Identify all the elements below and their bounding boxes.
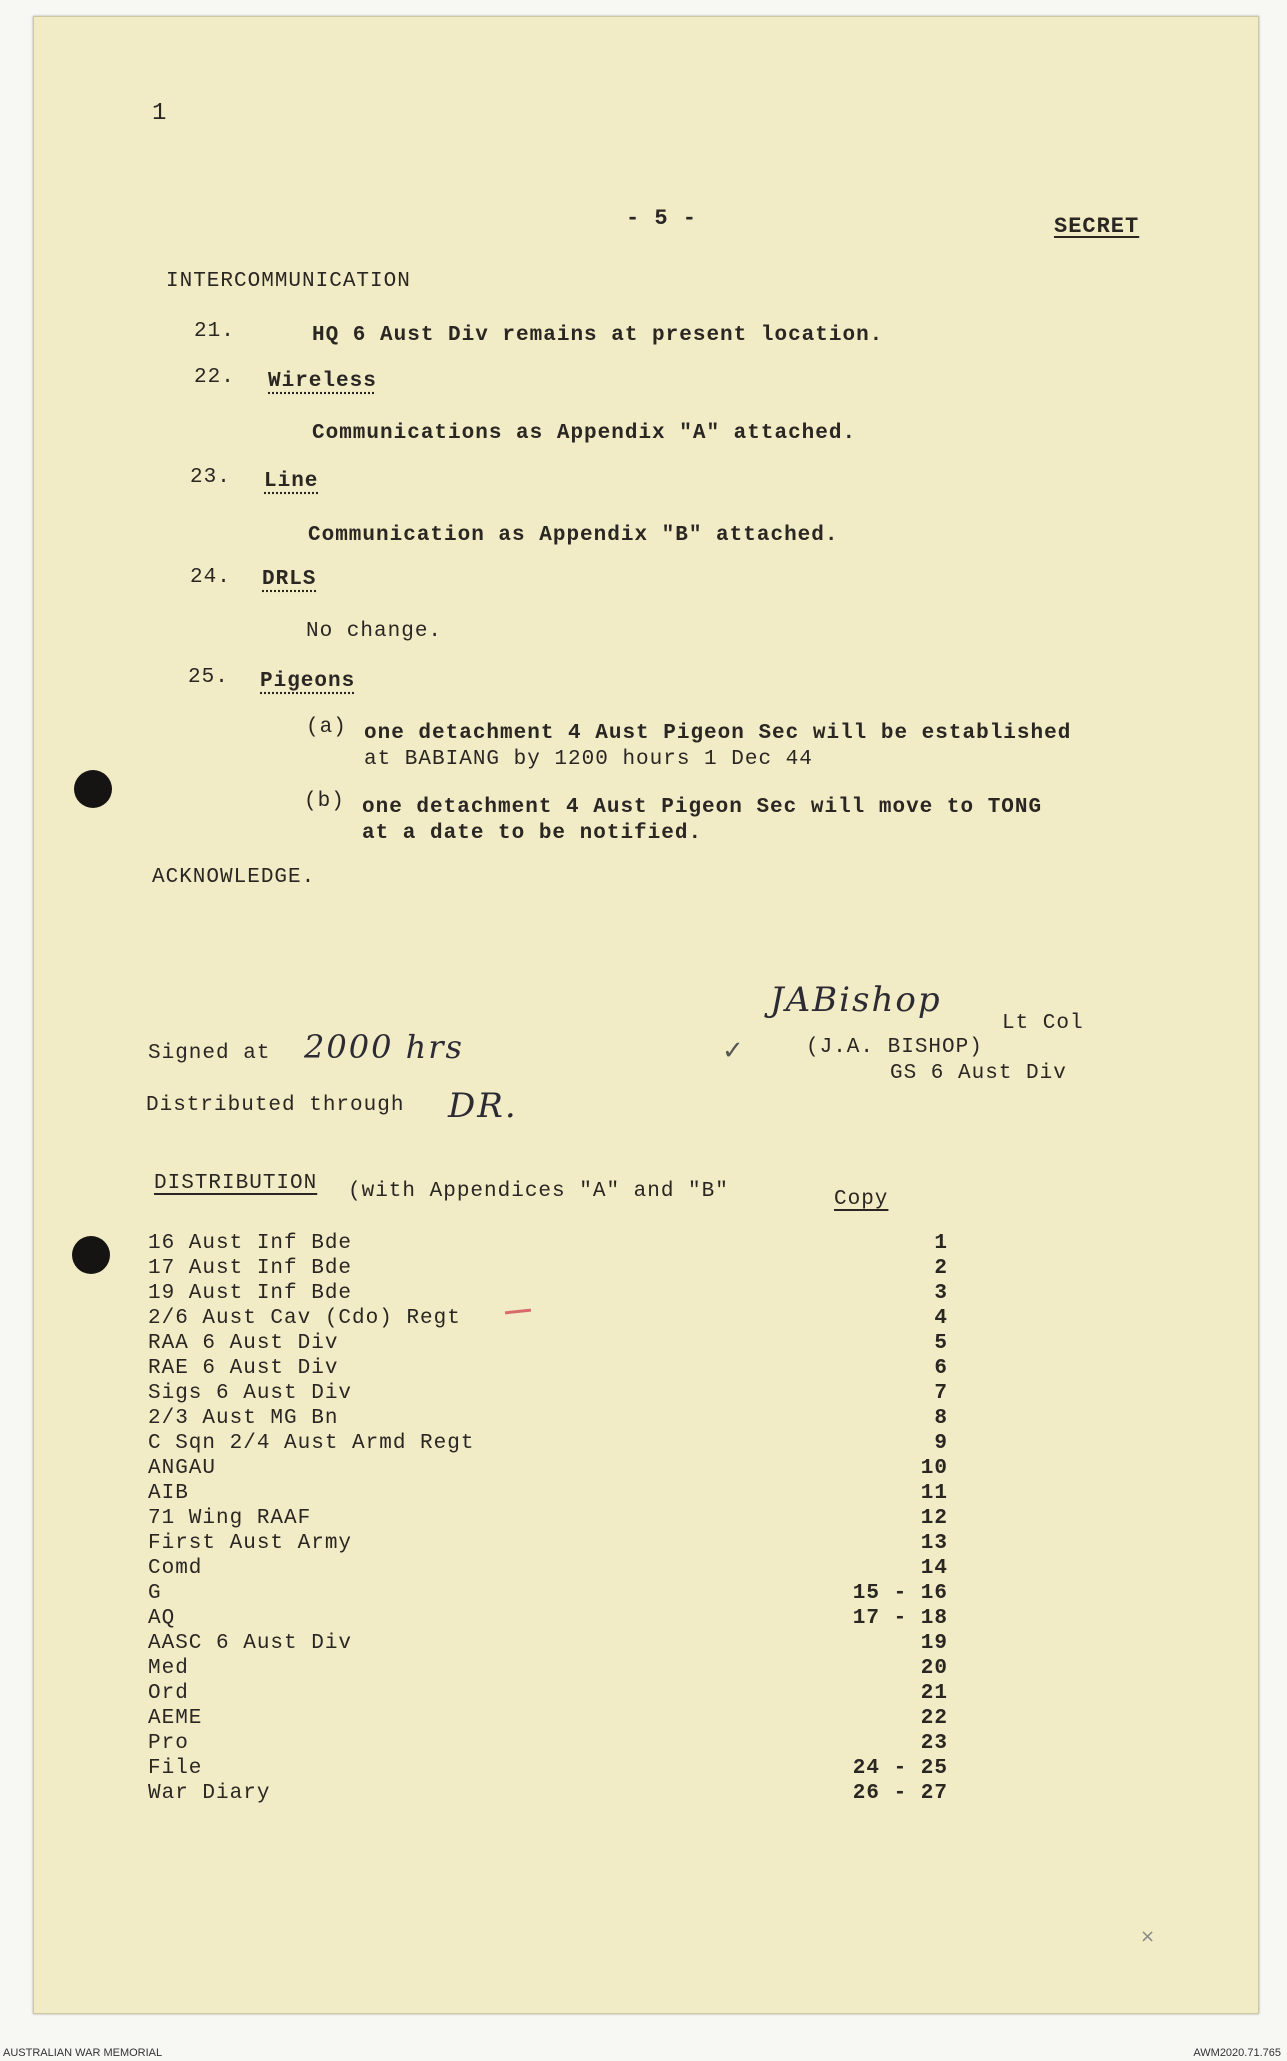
distribution-unit: File <box>148 1757 203 1780</box>
distribution-row <box>148 1607 948 1632</box>
distribution-unit: AQ <box>148 1607 176 1630</box>
page-number: - 5 - <box>626 206 698 231</box>
distribution-row <box>148 1457 948 1482</box>
para-21-text: HQ 6 Aust Div remains at present location. <box>312 324 884 347</box>
faint-cross-mark: × <box>1140 1926 1156 1947</box>
distribution-copy-number: 1 <box>934 1232 948 1255</box>
distribution-copy-number: 8 <box>934 1407 948 1430</box>
distribution-unit: War Diary <box>148 1782 271 1805</box>
distribution-unit: G <box>148 1582 162 1605</box>
distribution-row <box>148 1707 948 1732</box>
distribution-row <box>148 1532 948 1557</box>
distribution-row <box>148 1757 948 1782</box>
para-22-number: 22. <box>194 366 235 389</box>
distribution-copy-number: 6 <box>934 1357 948 1380</box>
distribution-copy-number: 14 <box>920 1557 948 1580</box>
distribution-copy-number: 13 <box>920 1532 948 1555</box>
distribution-copy-number: 26 - 27 <box>852 1782 948 1805</box>
signed-at-value: 2000 hrs <box>304 1028 464 1066</box>
distribution-subtitle: (with Appendices "A" and "B" <box>348 1180 729 1203</box>
distribution-row <box>148 1782 948 1807</box>
distributed-through-value: DR. <box>448 1086 518 1126</box>
check-tick-icon: ✓ <box>722 1036 744 1066</box>
distribution-copy-number: 11 <box>920 1482 948 1505</box>
para-24-heading: DRLS <box>262 568 317 591</box>
distribution-unit: RAA 6 Aust Div <box>148 1332 339 1355</box>
distribution-copy-number: 9 <box>934 1432 948 1455</box>
signature-appointment: GS 6 Aust Div <box>890 1062 1067 1085</box>
distribution-unit: ANGAU <box>148 1457 217 1480</box>
distribution-row <box>148 1507 948 1532</box>
punch-hole-top <box>74 770 112 808</box>
distribution-copy-number: 5 <box>934 1332 948 1355</box>
para-24-number: 24. <box>190 566 231 589</box>
distribution-row <box>148 1282 948 1307</box>
para-21-number: 21. <box>194 320 235 343</box>
distribution-copy-number: 3 <box>934 1282 948 1305</box>
pigeons-b-label: (b) <box>304 790 345 813</box>
distributed-through-label: Distributed through <box>146 1094 405 1117</box>
para-24-text: No change. <box>306 620 443 643</box>
para-25-number: 25. <box>188 666 229 689</box>
distribution-row <box>148 1257 948 1282</box>
distribution-row <box>148 1432 948 1457</box>
signature-name: (J.A. BISHOP) <box>806 1036 983 1059</box>
distribution-copy-number: 12 <box>920 1507 948 1530</box>
section-title: INTERCOMMUNICATION <box>166 270 411 293</box>
handwritten-signature: JABishop <box>770 980 942 1020</box>
distribution-unit: AIB <box>148 1482 189 1505</box>
distribution-unit: 2/6 Aust Cav (Cdo) Regt <box>148 1307 461 1330</box>
distribution-unit: 17 Aust Inf Bde <box>148 1257 353 1280</box>
distribution-unit: AASC 6 Aust Div <box>148 1632 353 1655</box>
para-25-heading: Pigeons <box>260 670 356 693</box>
distribution-row <box>148 1382 948 1407</box>
distribution-row <box>148 1407 948 1432</box>
pigeons-a-line1: one detachment 4 Aust Pigeon Sec will be established <box>364 722 1072 745</box>
classification-label: SECRET <box>1054 214 1140 239</box>
signed-at-label: Signed at <box>148 1042 271 1065</box>
distribution-copy-number: 10 <box>920 1457 948 1480</box>
distribution-row <box>148 1482 948 1507</box>
distribution-unit: First Aust Army <box>148 1532 353 1555</box>
distribution-copy-number: 7 <box>934 1382 948 1405</box>
distribution-unit: 16 Aust Inf Bde <box>148 1232 353 1255</box>
signature-rank: Lt Col <box>1002 1012 1084 1035</box>
footer-right: AWM2020.71.765 <box>1193 2047 1281 2059</box>
distribution-copy-number: 15 - 16 <box>852 1582 948 1605</box>
distribution-copy-number: 4 <box>934 1307 948 1330</box>
distribution-unit: Comd <box>148 1557 203 1580</box>
pigeons-a-line2: at BABIANG by 1200 hours 1 Dec 44 <box>364 748 813 771</box>
pigeons-b-line2: at a date to be notified. <box>362 822 703 845</box>
distribution-row <box>148 1357 948 1382</box>
distribution-unit: Med <box>148 1657 189 1680</box>
distribution-copy-number: 17 - 18 <box>852 1607 948 1630</box>
distribution-unit: Ord <box>148 1682 189 1705</box>
pigeons-a-label: (a) <box>306 716 347 739</box>
distribution-unit: AEME <box>148 1707 203 1730</box>
distribution-unit: C Sqn 2/4 Aust Armd Regt <box>148 1432 475 1455</box>
distribution-copy-number: 24 - 25 <box>852 1757 948 1780</box>
distribution-copy-number: 21 <box>920 1682 948 1705</box>
distribution-row <box>148 1582 948 1607</box>
corner-mark: 1 <box>152 100 168 127</box>
copy-column-header: Copy <box>834 1188 889 1211</box>
distribution-unit: 71 Wing RAAF <box>148 1507 312 1530</box>
distribution-unit: Pro <box>148 1732 189 1755</box>
distribution-copy-number: 22 <box>920 1707 948 1730</box>
distribution-copy-number: 19 <box>920 1632 948 1655</box>
acknowledge-line: ACKNOWLEDGE. <box>152 866 316 889</box>
distribution-row <box>148 1557 948 1582</box>
distribution-copy-number: 20 <box>920 1657 948 1680</box>
distribution-row <box>148 1232 948 1257</box>
para-22-text: Communications as Appendix "A" attached. <box>312 422 857 445</box>
punch-hole-bottom <box>72 1236 110 1274</box>
distribution-row <box>148 1732 948 1757</box>
distribution-unit: 2/3 Aust MG Bn <box>148 1407 339 1430</box>
para-23-number: 23. <box>190 466 231 489</box>
distribution-title: DISTRIBUTION <box>154 1172 318 1195</box>
distribution-row <box>148 1682 948 1707</box>
footer-left: AUSTRALIAN WAR MEMORIAL <box>3 2047 163 2059</box>
para-23-text: Communication as Appendix "B" attached. <box>308 524 839 547</box>
distribution-row <box>148 1632 948 1657</box>
distribution-list <box>148 1232 948 1807</box>
distribution-unit: 19 Aust Inf Bde <box>148 1282 353 1305</box>
distribution-row <box>148 1332 948 1357</box>
pigeons-b-line1: one detachment 4 Aust Pigeon Sec will move to TONG <box>362 796 1043 819</box>
distribution-copy-number: 23 <box>920 1732 948 1755</box>
para-23-heading: Line <box>264 470 319 493</box>
distribution-unit: Sigs 6 Aust Div <box>148 1382 353 1405</box>
distribution-row <box>148 1307 948 1332</box>
distribution-unit: RAE 6 Aust Div <box>148 1357 339 1380</box>
para-22-heading: Wireless <box>268 370 377 393</box>
distribution-copy-number: 2 <box>934 1257 948 1280</box>
distribution-row <box>148 1657 948 1682</box>
